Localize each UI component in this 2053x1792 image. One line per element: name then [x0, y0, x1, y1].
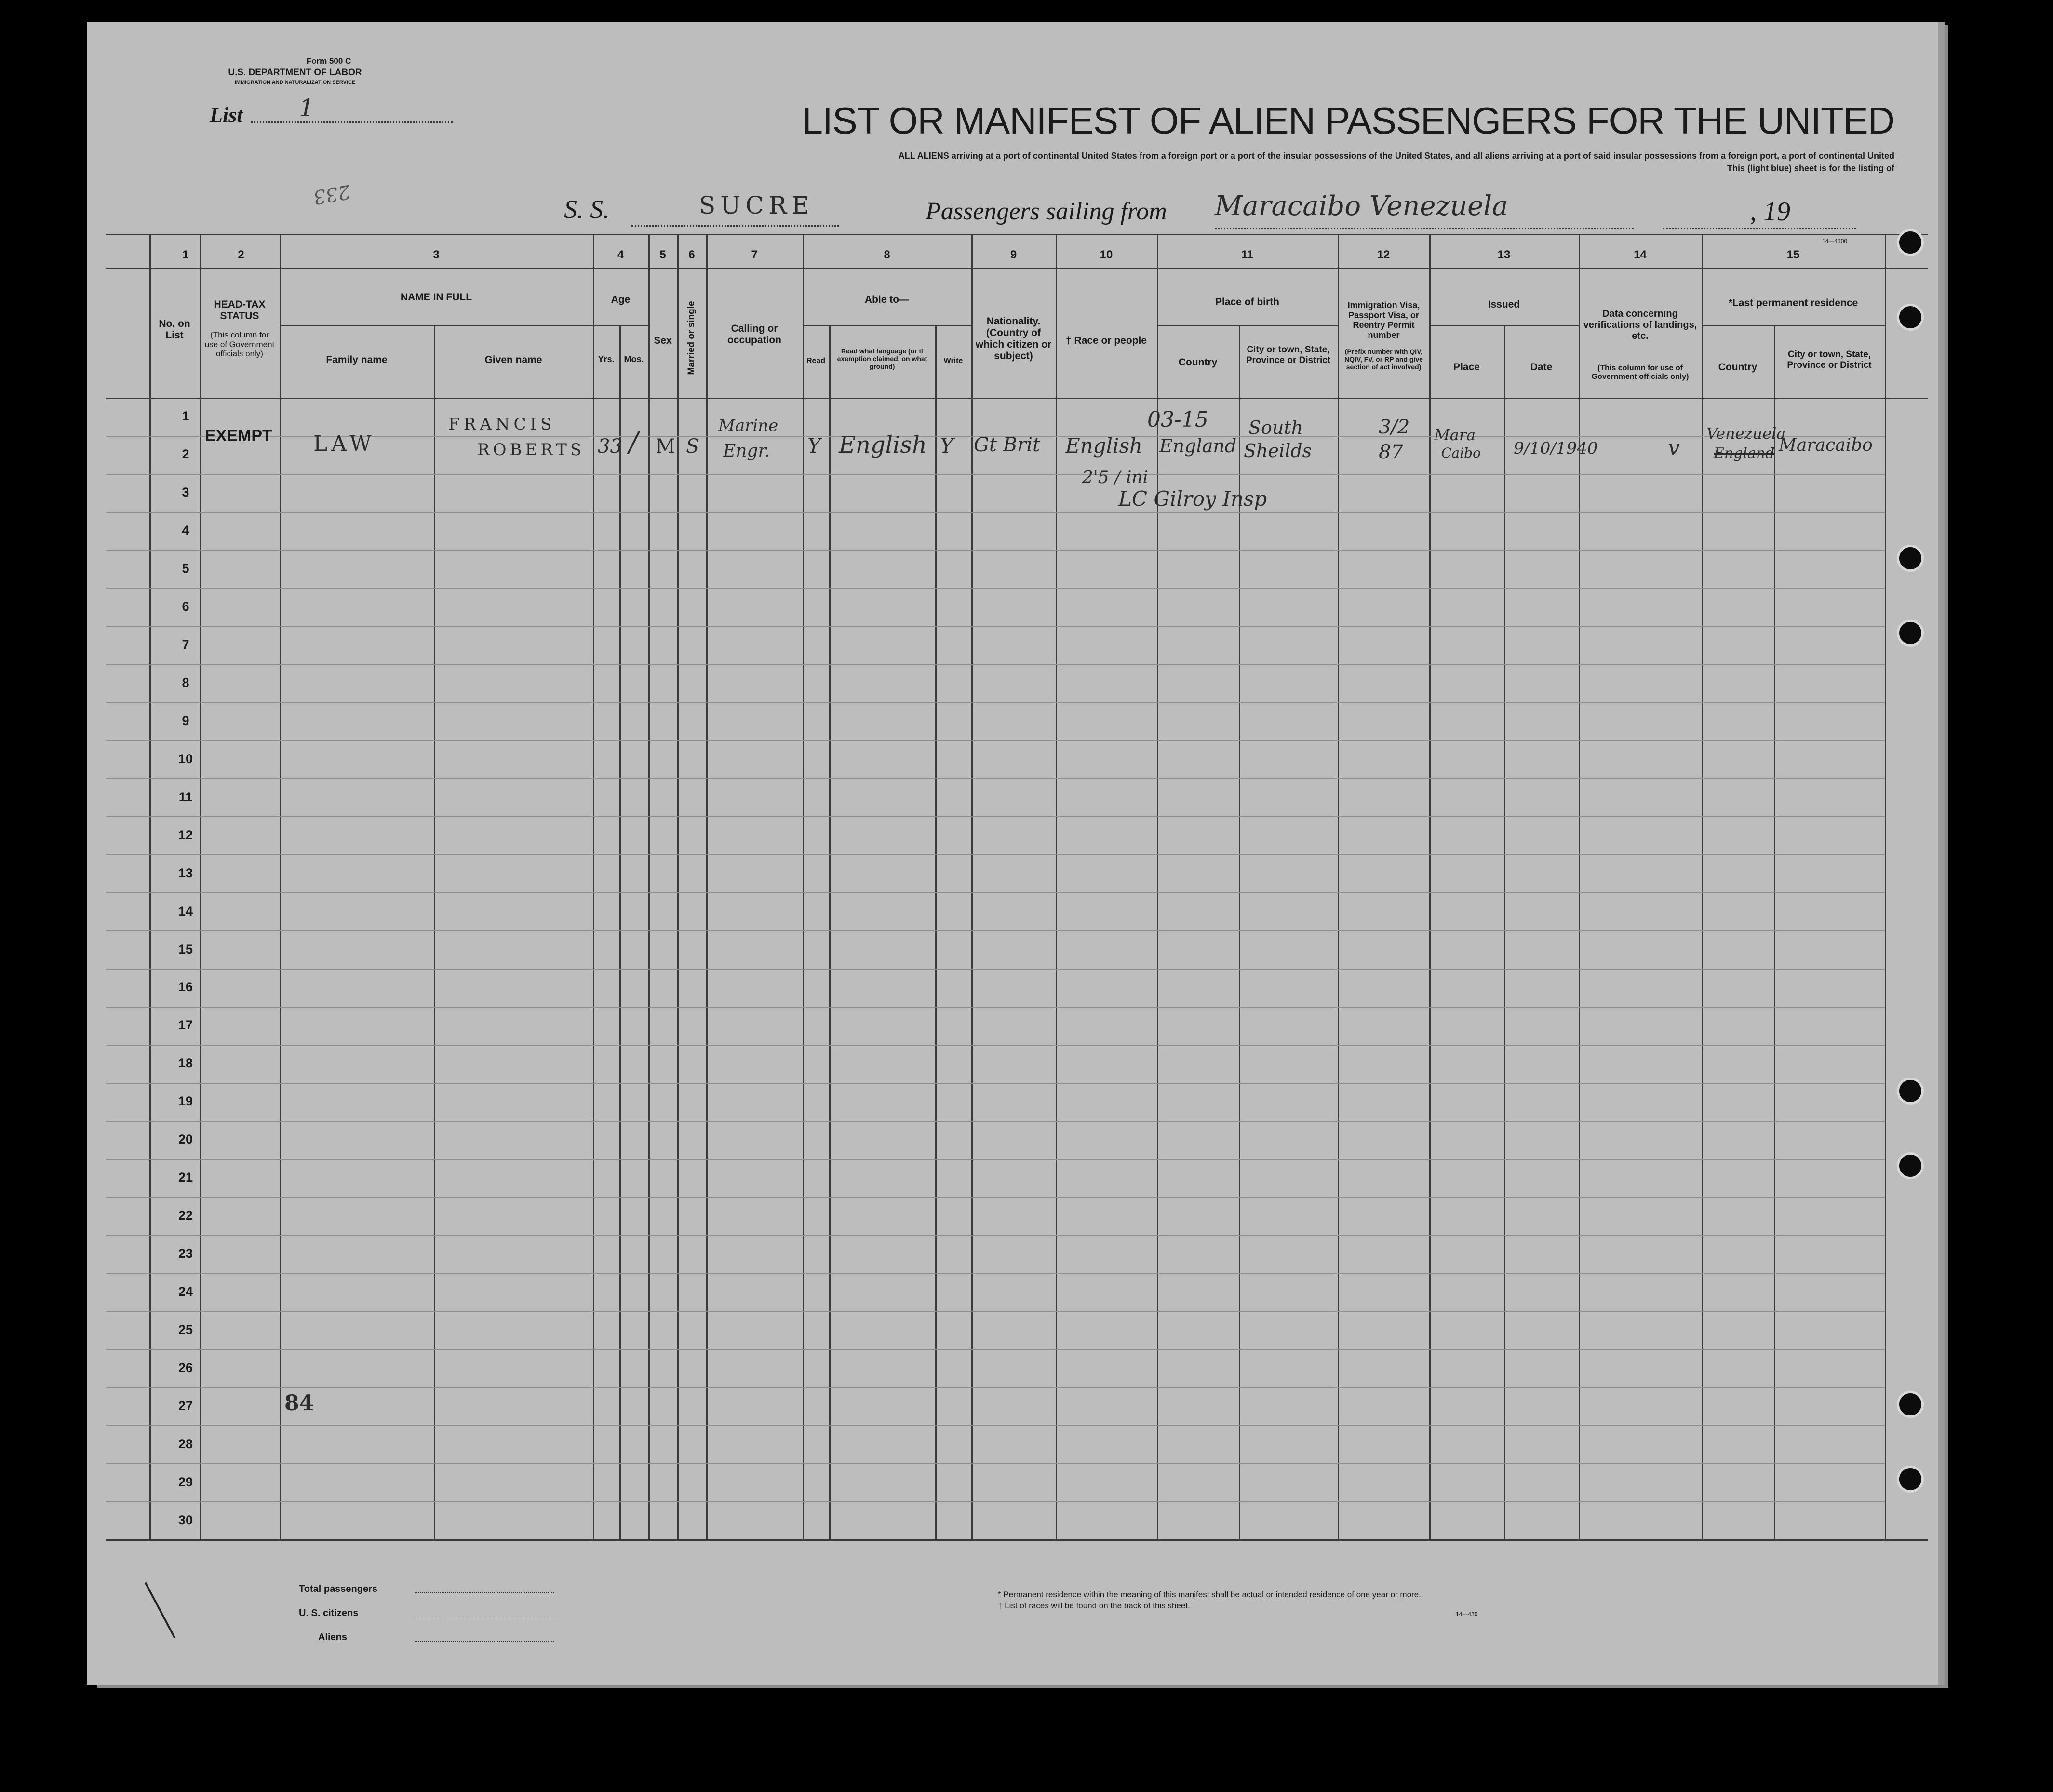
row-number: 30 [178, 1513, 193, 1527]
footer-aliens-line [415, 1641, 554, 1642]
row-line [106, 664, 1885, 665]
entry-res-country: Venezuela [1706, 424, 1786, 443]
footer-aliens: Aliens [318, 1632, 348, 1643]
binder-hole [1897, 304, 1924, 331]
entry-age-yrs: 33 [598, 435, 622, 458]
stamp-number: 233 [311, 180, 352, 209]
entry-extra-note-1: 2'5 / ini [1082, 468, 1148, 487]
row-line [106, 474, 1885, 475]
header-bottom-border [106, 398, 1928, 399]
col-line [200, 234, 201, 1540]
entry-issued-date: 9/10/1940 [1514, 439, 1598, 458]
name-group-underline [280, 325, 593, 326]
entry-read: Y [807, 434, 821, 458]
row-number: 11 [178, 790, 193, 804]
row-number: 7 [182, 637, 189, 652]
header-able-to: Able to— [864, 294, 910, 305]
row-line [106, 1235, 1885, 1236]
colnum-13: 13 [1497, 248, 1511, 261]
row-number: 6 [182, 599, 189, 614]
subcol-line [1774, 325, 1775, 1540]
row-number: 14 [178, 904, 193, 918]
header-last-residence: *Last permanent residence [1728, 297, 1858, 309]
binder-hole [1897, 620, 1924, 647]
binder-hole [1897, 1152, 1924, 1179]
instruction-line-1: ALL ALIENS arriving at a port of continental United States from a foreign port or a port of the insular possessions of the United States, and all aliens arriving at a port of said insular possessions from a foreign port, a port of continental United [898, 151, 1894, 161]
row-line [106, 1083, 1885, 1084]
subcol-line [935, 325, 937, 1540]
row-number: 19 [178, 1094, 193, 1108]
birth-group-underline [1157, 325, 1338, 326]
header-birth-country: Country [1178, 357, 1218, 368]
row-number: 27 [178, 1399, 193, 1413]
col-line [1056, 234, 1057, 1540]
header-family-name: Family name [326, 354, 388, 365]
binder-hole [1897, 229, 1924, 256]
row-line [106, 512, 1885, 513]
row-number: 18 [178, 1056, 193, 1070]
entry-language: English [839, 431, 927, 458]
col-line [593, 234, 594, 1540]
header-nationality: Nationality. (Country of which citizen or subject) [975, 316, 1052, 362]
entry-write: Y [940, 434, 953, 458]
entry-res-country-struck: England [1714, 445, 1775, 462]
row-number: 17 [178, 1018, 193, 1032]
row-line [106, 1159, 1885, 1160]
row-number: 8 [182, 675, 189, 690]
row-line [106, 740, 1885, 741]
manifest-sheet [87, 22, 1938, 1685]
entry-head-tax: EXEMPT [205, 427, 272, 445]
entry-occupation-2: Engr. [723, 441, 770, 461]
colnum-9: 9 [1010, 248, 1017, 261]
header-read: Read [806, 357, 826, 365]
footer-note-1: * Permanent residence within the meaning of this manifest shall be actual or intended residence of one year or more. [998, 1590, 1421, 1599]
colnum-6: 6 [688, 248, 695, 261]
row-number: 28 [178, 1437, 193, 1451]
row-line [106, 1425, 1885, 1426]
row-line [106, 854, 1885, 855]
header-age: Age [611, 294, 631, 305]
row-line [106, 892, 1885, 893]
binder-hole [1897, 1078, 1924, 1105]
header-res-country: Country [1718, 362, 1758, 373]
colnum-15: 15 [1786, 248, 1800, 261]
footer-us-citizens: U. S. citizens [299, 1608, 359, 1618]
header-head-tax-note: (This column for use of Government officials only) [204, 330, 275, 359]
header-write: Write [943, 357, 963, 365]
row-line [106, 1273, 1885, 1274]
entry-occupation-1: Marine [718, 416, 778, 435]
row-line [106, 930, 1885, 931]
row-number: 2 [182, 447, 189, 461]
sailing-label: Passengers sailing from [926, 198, 1167, 225]
row-line [106, 588, 1885, 589]
col-line [1579, 234, 1580, 1540]
colnum-8: 8 [884, 248, 890, 261]
entry-age-mos: / [629, 427, 638, 458]
row-number: 13 [178, 866, 193, 880]
header-verifications: Data concerning verifications of landings, etc. [1583, 309, 1697, 341]
row-number: 12 [178, 828, 193, 842]
entry-marital: S [686, 435, 699, 458]
colnum-row-border [106, 268, 1928, 269]
row-line [106, 1463, 1885, 1464]
sailing-line [1215, 228, 1634, 229]
entry-family-name: LAW [313, 431, 376, 456]
row-number: 23 [178, 1246, 193, 1261]
row-number: 24 [178, 1284, 193, 1299]
issued-group-underline [1429, 325, 1579, 326]
colnum-12: 12 [1377, 248, 1390, 261]
subcol-line [829, 325, 831, 1540]
header-head-tax: HEAD-TAX STATUS [214, 299, 266, 322]
entry-given-name-1: FRANCIS [448, 415, 556, 434]
subcol-line [434, 325, 435, 1540]
entry-visa-1: 3/2 [1379, 416, 1410, 438]
entry-extra-note-2: LC Gilroy Insp [1118, 487, 1267, 511]
entry-issued-place-1: Mara [1434, 426, 1476, 444]
list-value: 1 [299, 94, 314, 122]
entry-given-name-2: ROBERTS [477, 440, 585, 459]
colnum-4: 4 [617, 248, 624, 261]
col-line [706, 234, 708, 1540]
header-visa-note: (Prefix number with QIV, NQIV, FV, or RP and give section of act involved) [1344, 348, 1423, 371]
list-label: List [210, 103, 243, 127]
col-line [1338, 234, 1339, 1540]
row-line [106, 626, 1885, 627]
col-line [971, 234, 973, 1540]
header-no-on-list: No. on List [159, 318, 190, 341]
entry-nationality: Gt Brit [974, 434, 1041, 456]
colnum-5: 5 [659, 248, 666, 261]
ship-name: SUCRE [699, 191, 814, 219]
form-number: Form 500 C [306, 56, 351, 66]
col-line [1429, 234, 1431, 1540]
row-number: 22 [178, 1208, 193, 1223]
entry-verification-mark: v [1668, 435, 1680, 460]
header-sex: Sex [654, 335, 672, 346]
sailing-from: Maracaibo Venezuela [1215, 190, 1508, 222]
footer-code: 14—430 [1456, 1611, 1478, 1617]
department-name: U.S. DEPARTMENT OF LABOR [228, 67, 362, 78]
row-number: 29 [178, 1475, 193, 1489]
col-line [280, 234, 281, 1540]
row-number: 1 [182, 409, 189, 423]
age-group-underline [593, 325, 648, 326]
header-language: Read what language (or if exemption claimed, on what ground) [837, 347, 927, 371]
header-issued-place: Place [1453, 362, 1480, 373]
entry-birth-country: England [1159, 435, 1237, 457]
entry-birth-code: 03-15 [1147, 407, 1208, 432]
ship-line [631, 225, 839, 227]
row-line [106, 1007, 1885, 1008]
row-number: 9 [182, 714, 189, 728]
entry-sex: M [656, 435, 675, 458]
row28-mark: 84 [284, 1391, 314, 1415]
subcol-line [619, 325, 621, 1540]
row-number: 10 [178, 752, 193, 766]
col-line [149, 234, 151, 1540]
col-line [1702, 234, 1703, 1540]
header-mos: Mos. [624, 354, 644, 364]
binder-hole [1897, 545, 1924, 572]
colnum-10: 10 [1100, 248, 1113, 261]
row-line [106, 816, 1885, 817]
entry-res-city: Maracaibo [1779, 435, 1873, 455]
col-line [648, 234, 650, 1540]
row-line [106, 1311, 1885, 1312]
colnum-1: 1 [182, 248, 189, 261]
subcol-line [1504, 325, 1505, 1540]
colnum-3: 3 [433, 248, 440, 261]
row-line [106, 778, 1885, 779]
list-line [251, 121, 453, 123]
header-calling: Calling or occupation [727, 323, 781, 346]
row-number: 21 [178, 1170, 193, 1185]
year-label: , 19 [1750, 197, 1790, 227]
able-group-underline [803, 325, 971, 326]
entry-birth-city-1: South [1248, 417, 1303, 438]
footer-total-line [415, 1592, 554, 1593]
row-number: 16 [178, 980, 193, 994]
row-number: 15 [178, 942, 193, 957]
header-visa: Immigration Visa, Passport Visa, or Reentry Permit number [1347, 300, 1420, 340]
colnum-2: 2 [238, 248, 244, 261]
entry-visa-2: 87 [1379, 441, 1403, 463]
header-verifications-note: (This column for use of Government officials only) [1591, 364, 1689, 381]
colnum-7: 7 [751, 248, 758, 261]
col-line [803, 234, 804, 1540]
colnum-14: 14 [1634, 248, 1647, 261]
instruction-line-2: This (light blue) sheet is for the listing of [1727, 163, 1894, 173]
ss-label: S. S. [564, 195, 610, 224]
row-line [106, 550, 1885, 551]
row-line [106, 1501, 1885, 1502]
row-line [106, 1387, 1885, 1388]
row-line [106, 1045, 1885, 1046]
page-title: LIST OR MANIFEST OF ALIEN PASSENGERS FOR THE UNITED [802, 99, 1894, 142]
row-number: 4 [182, 523, 189, 538]
col-line [1885, 234, 1886, 1540]
row-number: 26 [178, 1361, 193, 1375]
table-top-border [106, 234, 1928, 235]
header-given-name: Given name [484, 354, 542, 365]
row-line [106, 969, 1885, 970]
entry-issued-place-2: Caibo [1441, 445, 1481, 461]
row-line [106, 1197, 1885, 1198]
footer-slash [145, 1582, 176, 1639]
header-res-city: City or town, State, Province or District [1787, 350, 1872, 370]
binder-hole [1897, 1391, 1924, 1418]
entry-birth-city-2: Sheilds [1244, 440, 1312, 461]
corner-code: 14—4800 [1822, 238, 1848, 244]
service-name: IMMIGRATION AND NATURALIZATION SERVICE [234, 80, 356, 85]
entry-race: English [1065, 434, 1143, 458]
colnum-11: 11 [1241, 248, 1254, 261]
table-bottom-border [106, 1539, 1928, 1541]
header-birth-city: City or town, State, Province or District [1246, 345, 1331, 365]
binder-hole [1897, 1466, 1924, 1493]
header-place-of-birth: Place of birth [1215, 296, 1280, 308]
footer-total-passengers: Total passengers [299, 1584, 378, 1594]
row-line [106, 1349, 1885, 1350]
row-number: 5 [182, 561, 189, 576]
date-line [1663, 228, 1856, 229]
row-number: 25 [178, 1322, 193, 1337]
footer-note-2: † List of races will be found on the back of this sheet. [998, 1601, 1190, 1610]
header-name-in-full: NAME IN FULL [400, 292, 472, 303]
header-issued-date: Date [1530, 362, 1553, 373]
header-married: Married or single [686, 301, 697, 375]
row-number: 3 [182, 485, 189, 499]
header-yrs: Yrs. [598, 354, 615, 364]
header-race: † Race or people [1065, 335, 1147, 346]
header-issued: Issued [1488, 299, 1520, 310]
row-number: 20 [178, 1132, 193, 1146]
col-line [677, 234, 679, 1540]
row-line [106, 702, 1885, 703]
residence-group-underline [1702, 325, 1885, 326]
row-line [106, 1121, 1885, 1122]
